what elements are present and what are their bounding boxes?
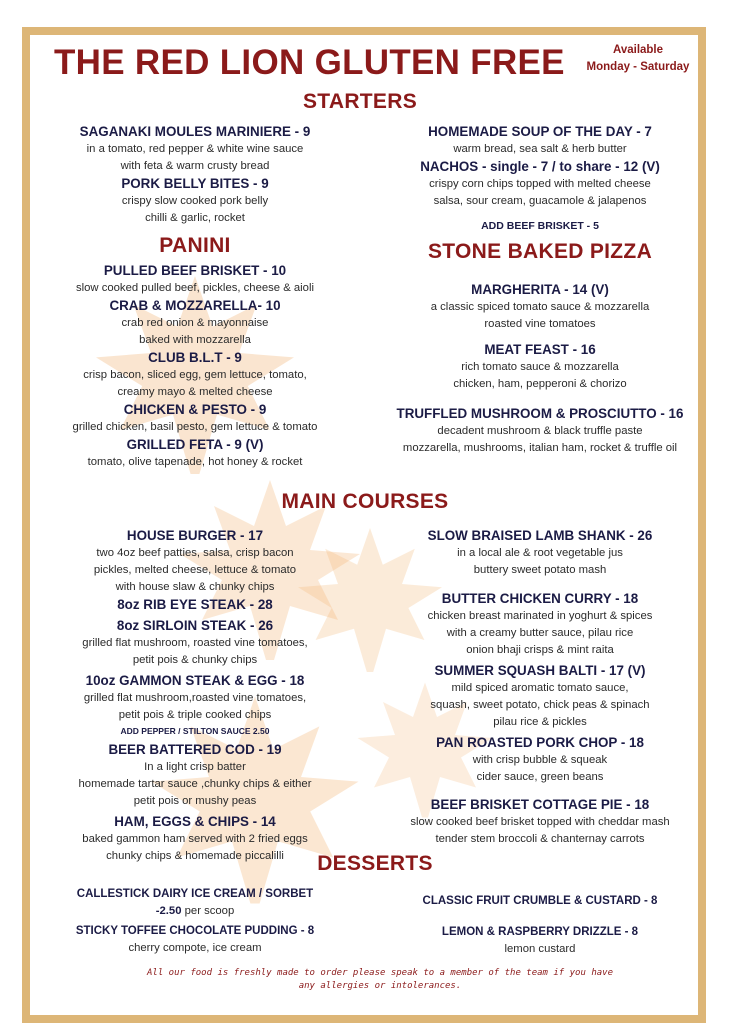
menu-item: TRUFFLED MUSHROOM & PROSCIUTTO - 16 decadent mushroom & black truffle paste mozzarella, mushrooms, italian ham, rocket & truffle oil: [396, 406, 684, 454]
desserts-right-column: [375, 892, 698, 958]
availability-note: Available Monday - Saturday: [586, 44, 690, 73]
menu-item: CLASSIC FRUIT CRUMBLE & CUSTARD - 8: [422, 895, 658, 907]
panini-column: [40, 262, 350, 471]
mains-right-column: [375, 527, 698, 848]
mains-left-column: [40, 527, 350, 865]
menu-item: MARGHERITA - 14 (V) a classic spiced tomato sauce & mozzarella roasted vine tomatoes: [430, 282, 650, 330]
menu-item: BEEF BRISKET COTTAGE PIE - 18 slow cooked beef brisket topped with cheddar mash tender stem broccoli & chanternay carrots: [410, 797, 670, 845]
pizza-column: [375, 281, 698, 457]
menu-item: SAGANAKI MOULES MARINIERE - 9 in a tomato, red pepper & white wine sauce with feta & warm crusty bread: [79, 124, 311, 172]
menu-item: BUTTER CHICKEN CURRY - 18 chicken breast marinated in yoghurt & spices with a creamy butter sauce, pilau rice onion bhaji crisps & mint raita: [427, 591, 653, 656]
menu-item: LEMON & RASPBERRY DRIZZLE - 8 lemon custard: [441, 926, 639, 955]
menu-item: CALLESTICK DAIRY ICE CREAM / SORBET -2.50 per scoop: [40, 885, 350, 920]
menu-item: STICKY TOFFEE CHOCOLATE PUDDING - 8 cherry compote, ice cream: [75, 925, 315, 954]
desserts-heading: DESSERTS: [317, 852, 433, 875]
menu-item: MEAT FEAST - 16 rich tomato sauce & mozzarella chicken, ham, pepperoni & chorizo: [453, 342, 627, 390]
menu-item: BEER BATTERED COD - 19 In a light crisp batter homemade tartar sauce ,chunky chips & either petit pois or mushy peas: [78, 742, 312, 807]
allergy-note: All our food is freshly made to order please speak to a member of the team if you have any allergies or intolerances.: [147, 968, 613, 991]
desserts-left-column: [40, 885, 350, 957]
starters-heading: STARTERS: [302, 90, 417, 113]
menu-item: 8oz SIRLOIN STEAK - 26 grilled flat mushroom, roasted vine tomatoes, petit pois & chunky chips: [82, 618, 308, 666]
menu-item: SLOW BRAISED LAMB SHANK - 26 in a local ale & root vegetable jus buttery sweet potato mash: [427, 528, 653, 576]
starters-right-column: [375, 123, 698, 234]
menu-item: CLUB B.L.T - 9 crisp bacon, sliced egg, gem lettuce, tomato, creamy mayo & melted cheese: [83, 350, 307, 398]
menu-item: 8oz RIB EYE STEAK - 28: [117, 597, 273, 612]
menu-frame: [22, 27, 706, 1023]
restaurant-title: THE RED LION GLUTEN FREE: [54, 43, 565, 82]
menu-item: CRAB & MOZZARELLA- 10 crab red onion & mayonnaise baked with mozzarella: [109, 298, 281, 346]
sauce-addon: ADD PEPPER / STILTON SAUCE 2.50: [120, 726, 270, 736]
beef-brisket-addon: ADD BEEF BRISKET - 5: [481, 220, 599, 232]
menu-item: HOUSE BURGER - 17 two 4oz beef patties, salsa, crisp bacon pickles, melted cheese, lettuce & tomato with house slaw & chunky chips: [93, 528, 297, 593]
mains-heading: MAIN COURSES: [281, 490, 449, 513]
menu-item: HOMEMADE SOUP OF THE DAY - 7 warm bread, sea salt & herb butter: [428, 124, 652, 155]
menu-item: HAM, EGGS & CHIPS - 14 baked gammon ham served with 2 fried eggs chunky chips & homemade piccalilli: [82, 814, 308, 862]
menu-item: NACHOS - single - 7 / to share - 12 (V) crispy corn chips topped with melted cheese salsa, sour cream, guacamole & jalapenos: [420, 159, 660, 207]
menu-item: PAN ROASTED PORK CHOP - 18 with crisp bubble & squeak cider sauce, green beans: [436, 735, 644, 783]
menu-item: CHICKEN & PESTO - 9 grilled chicken, basil pesto, gem lettuce & tomato: [72, 402, 318, 433]
panini-heading: PANINI: [159, 234, 231, 257]
menu-paper: [30, 35, 698, 1015]
menu-item: 10oz GAMMON STEAK & EGG - 18 grilled flat mushroom,roasted vine tomatoes, petit pois & triple cooked chips ADD PEPPER / STILTON SAUCE 2.50: [40, 672, 350, 738]
starters-left-column: [40, 123, 350, 227]
menu-item: SUMMER SQUASH BALTI - 17 (V) mild spiced aromatic tomato sauce, squash, sweet potato, chick peas & spinach pilau rice & pickles: [430, 663, 650, 728]
pizza-heading: STONE BAKED PIZZA: [427, 240, 653, 263]
dessert-price: -2.50 per scoop: [155, 905, 235, 917]
menu-item: GRILLED FETA - 9 (V) tomato, olive tapenade, hot honey & rocket: [87, 437, 303, 468]
menu-item: PULLED BEEF BRISKET - 10 slow cooked pulled beef, pickles, cheese & aioli: [75, 263, 314, 294]
menu-item: PORK BELLY BITES - 9 crispy slow cooked pork belly chilli & garlic, rocket: [121, 176, 269, 224]
